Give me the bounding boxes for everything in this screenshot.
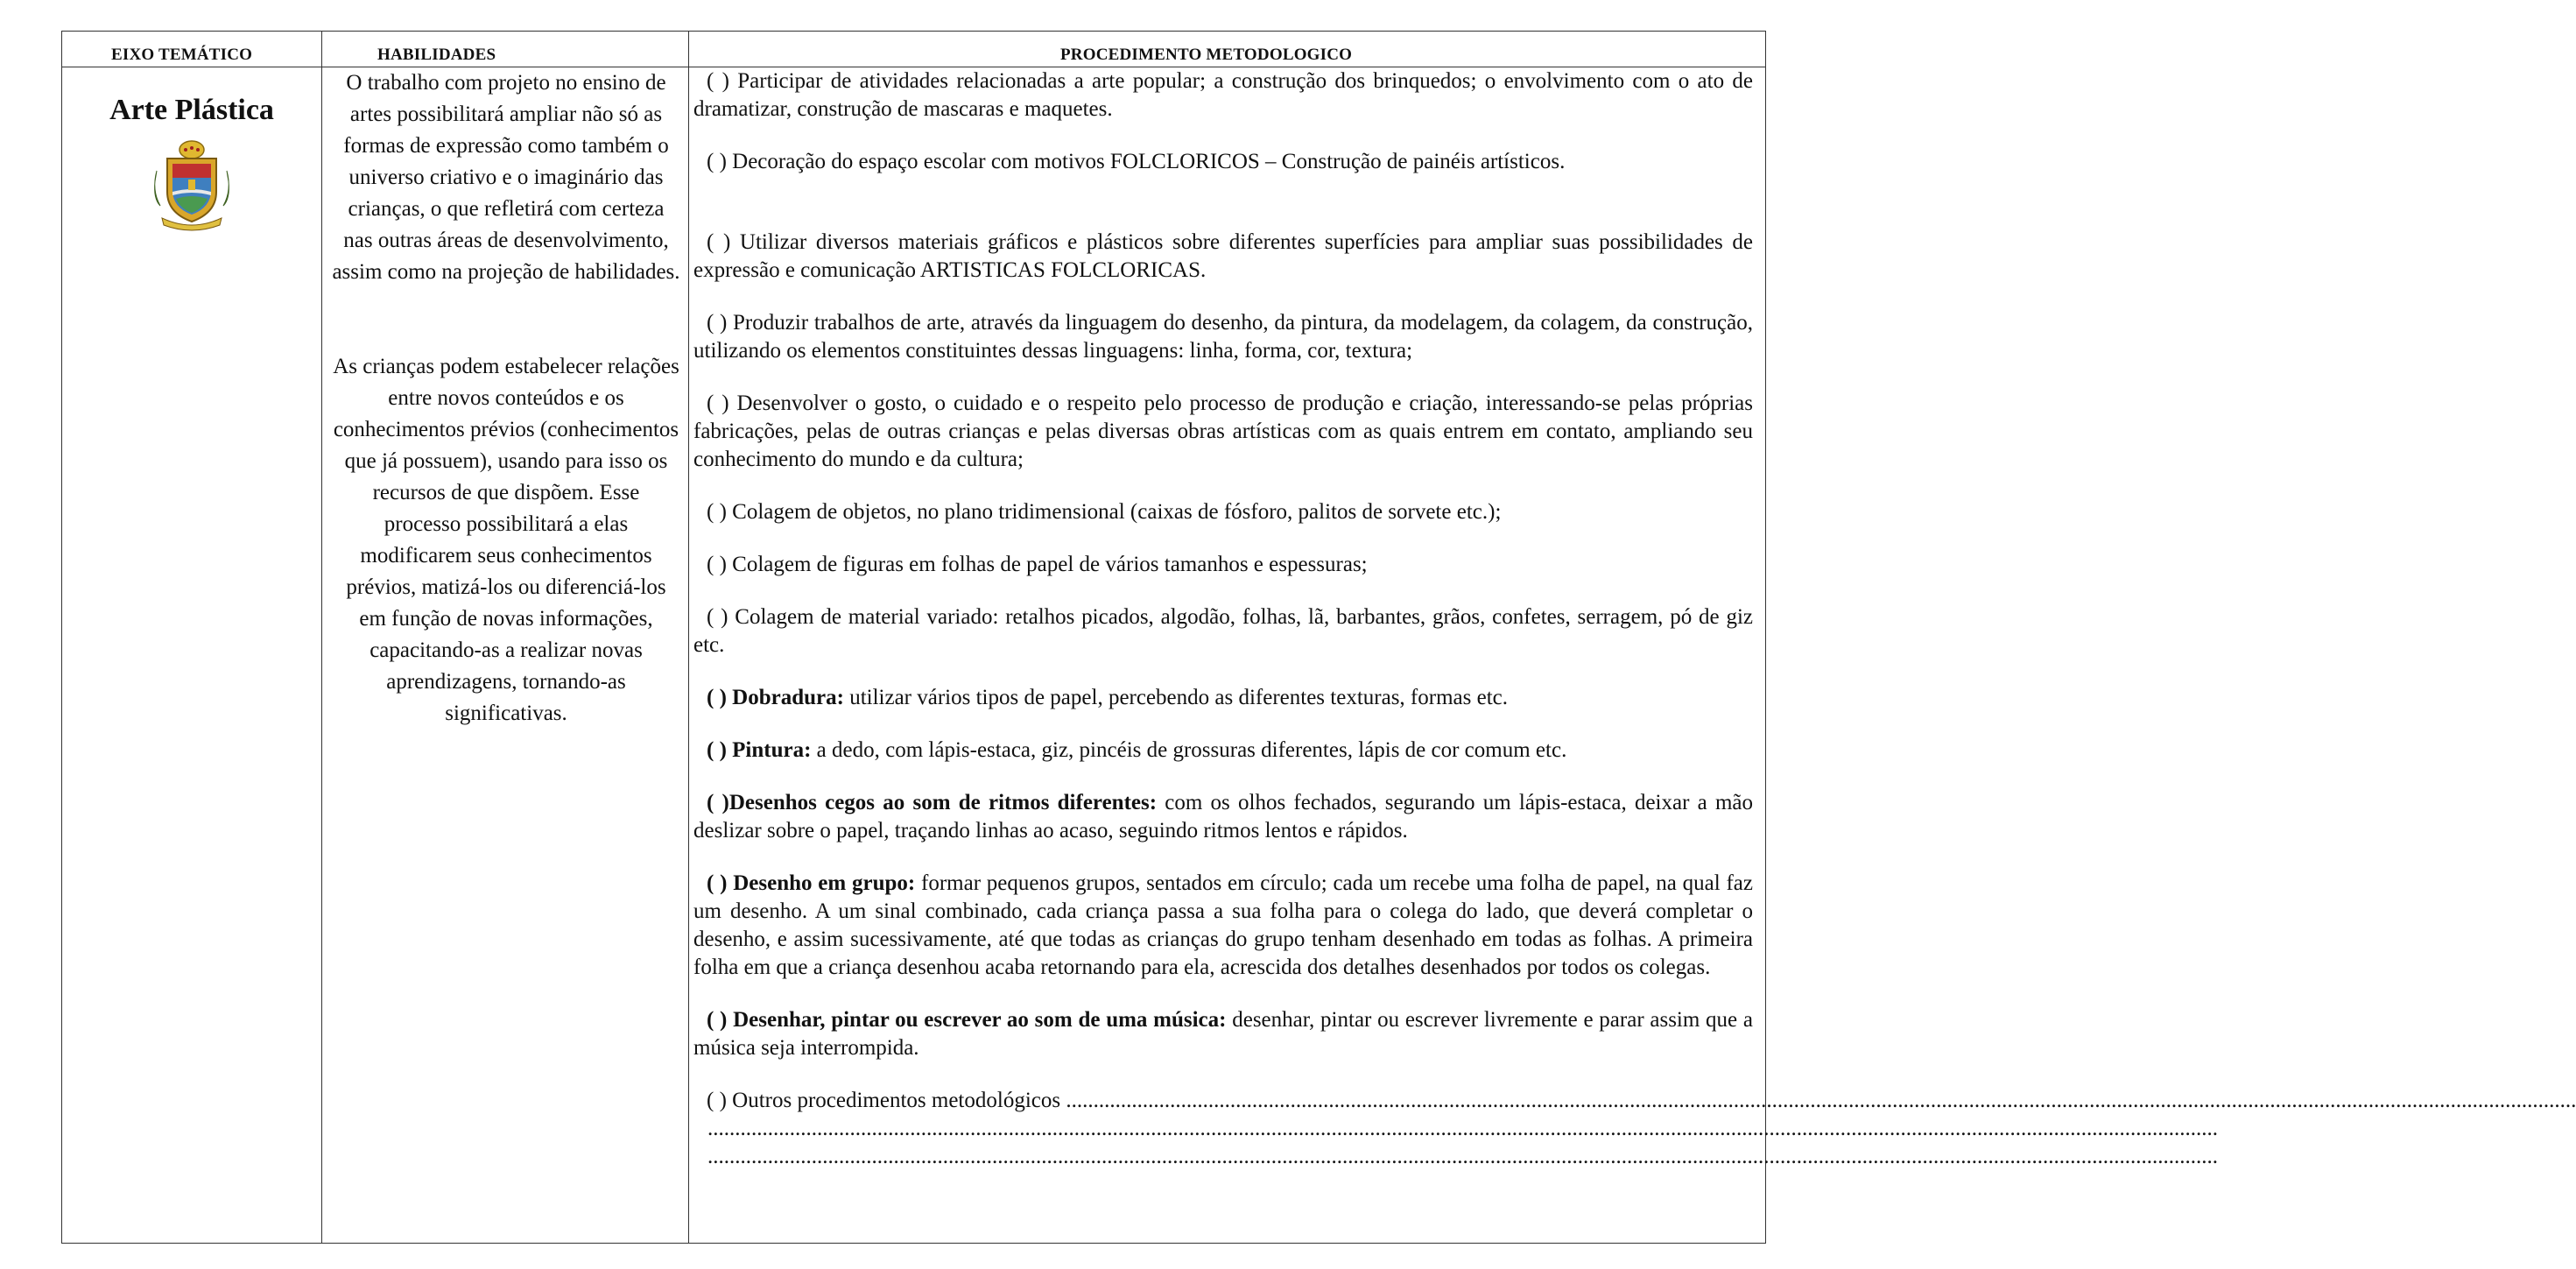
habilidades-paragraph-1: O trabalho com projeto no ensino de artes possibilitará ampliar não só as formas de expressão como também o universo criativo e o imaginário das crianças, o que refletirá com certeza nas outras áreas de desenvolvimento, assim como na projeção de habilidades. [332,71,680,284]
header-eixo-tematico: EIXO TEMÁTICO [111,46,253,64]
city-coat-of-arms-icon [150,137,234,232]
procedure-item: ( ) Desenhar, pintar ou escrever ao som de uma música: desenhar, pintar ou escrever livremente e parar assim que a música seja interrompida. [693,1008,1753,1060]
column-divider-1 [321,32,322,1243]
habilidades-column [325,67,687,730]
procedure-item: ( ) Desenho em grupo: formar pequenos grupos, sentados em círculo; cada um recebe uma folha de papel, na qual faz um desenho. A um sinal combinado, cada criança passa a sua folha para o colega do lado, que deverá completar o desenho, e assim sucessivamente, até que todas as crianças do grupo tenham desenhado em todas as folhas. A primeira folha em que a criança desenhou acaba retornando para ela, acrescida dos detalhes desenhados por todos os colegas. [693,871,1753,979]
procedure-item: ( ) Colagem de figuras em folhas de papel de vários tamanhos e espessuras; [707,553,1368,576]
procedure-item: ( ) Pintura: a dedo, com lápis-estaca, giz, pincéis de grossuras diferentes, lápis de cor comum etc. [707,738,1567,762]
blank-dotted-line: .................................................................................................................................................................................................................................................................................... [707,1117,2218,1140]
blank-dotted-line: .................................................................................................................................................................................................................................................................................... [707,1145,2218,1168]
eixo-column [62,67,321,232]
procedure-item: ( ) Desenvolver o gosto, o cuidado e o respeito pelo processo de produção e criação, interessando-se pelas próprias fabricações, pelas de outras crianças e pelas diversas obras artísticas com as quais entrem em contato, ampliando seu conhecimento do mundo e da cultura; [693,391,1753,471]
procedure-item: ( ) Colagem de material variado: retalhos picados, algodão, folhas, lã, barbantes, grãos, confetes, serragem, pó de giz etc. [693,605,1753,657]
procedure-item: ( ) Colagem de objetos, no plano tridimensional (caixas de fósforo, palitos de sorvete etc.); [707,500,1502,524]
habilidades-paragraph-2: As crianças podem estabelecer relações entre novos conteúdos e os conhecimentos prévios (conhecimentos que já possuem), usando para isso os recursos de que dispõem. Esse processo possibilitará a elas modificarem seus conhecimentos prévios, matizá-los ou diferenciá-los em função de novas informações, capacitando-as a realizar novas aprendizagens, tornando-as significativas. [333,355,679,725]
procedure-item: ( ) Participar de atividades relacionadas a arte popular; a construção dos brinquedos; o envolvimento com o ato de dramatizar, construção de mascaras e maquetes. [693,69,1753,121]
procedure-item: ( )Desenhos cegos ao som de ritmos diferentes: com os olhos fechados, segurando um lápis-estaca, deixar a mão deslizar sobre o papel, traçando linhas ao acaso, seguindo ritmos lentos e rápidos. [693,791,1754,842]
outros-procedimentos-line: ( ) Outros procedimentos metodológicos .................................................................................................................................................................................................................................................................................... [707,1089,2576,1112]
header-procedimento: PROCEDIMENTO METODOLOGICO [1060,46,1353,64]
eixo-title: Arte Plástica [109,94,274,126]
procedure-item: ( ) Dobradura: utilizar vários tipos de papel, percebendo as diferentes texturas, formas etc. [707,686,1508,709]
procedimento-column [693,67,2576,1171]
procedure-item: ( ) Produzir trabalhos de arte, através da linguagem do desenho, da pintura, da modelagem, da colagem, da construção, utilizando os elementos constituintes dessas linguagens: linha, forma, cor, textura; [693,311,1753,363]
procedure-item: ( ) Decoração do espaço escolar com motivos FOLCLORICOS – Construção de painéis artísticos. [707,150,1566,173]
header-habilidades: HABILIDADES [377,46,496,64]
procedure-item: ( ) Utilizar diversos materiais gráficos e plásticos sobre diferentes superfícies para ampliar suas possibilidades de expressão e comunicação ARTISTICAS FOLCLORICAS. [693,230,1753,282]
planning-table [61,31,2576,1244]
column-divider-2 [688,32,689,1243]
